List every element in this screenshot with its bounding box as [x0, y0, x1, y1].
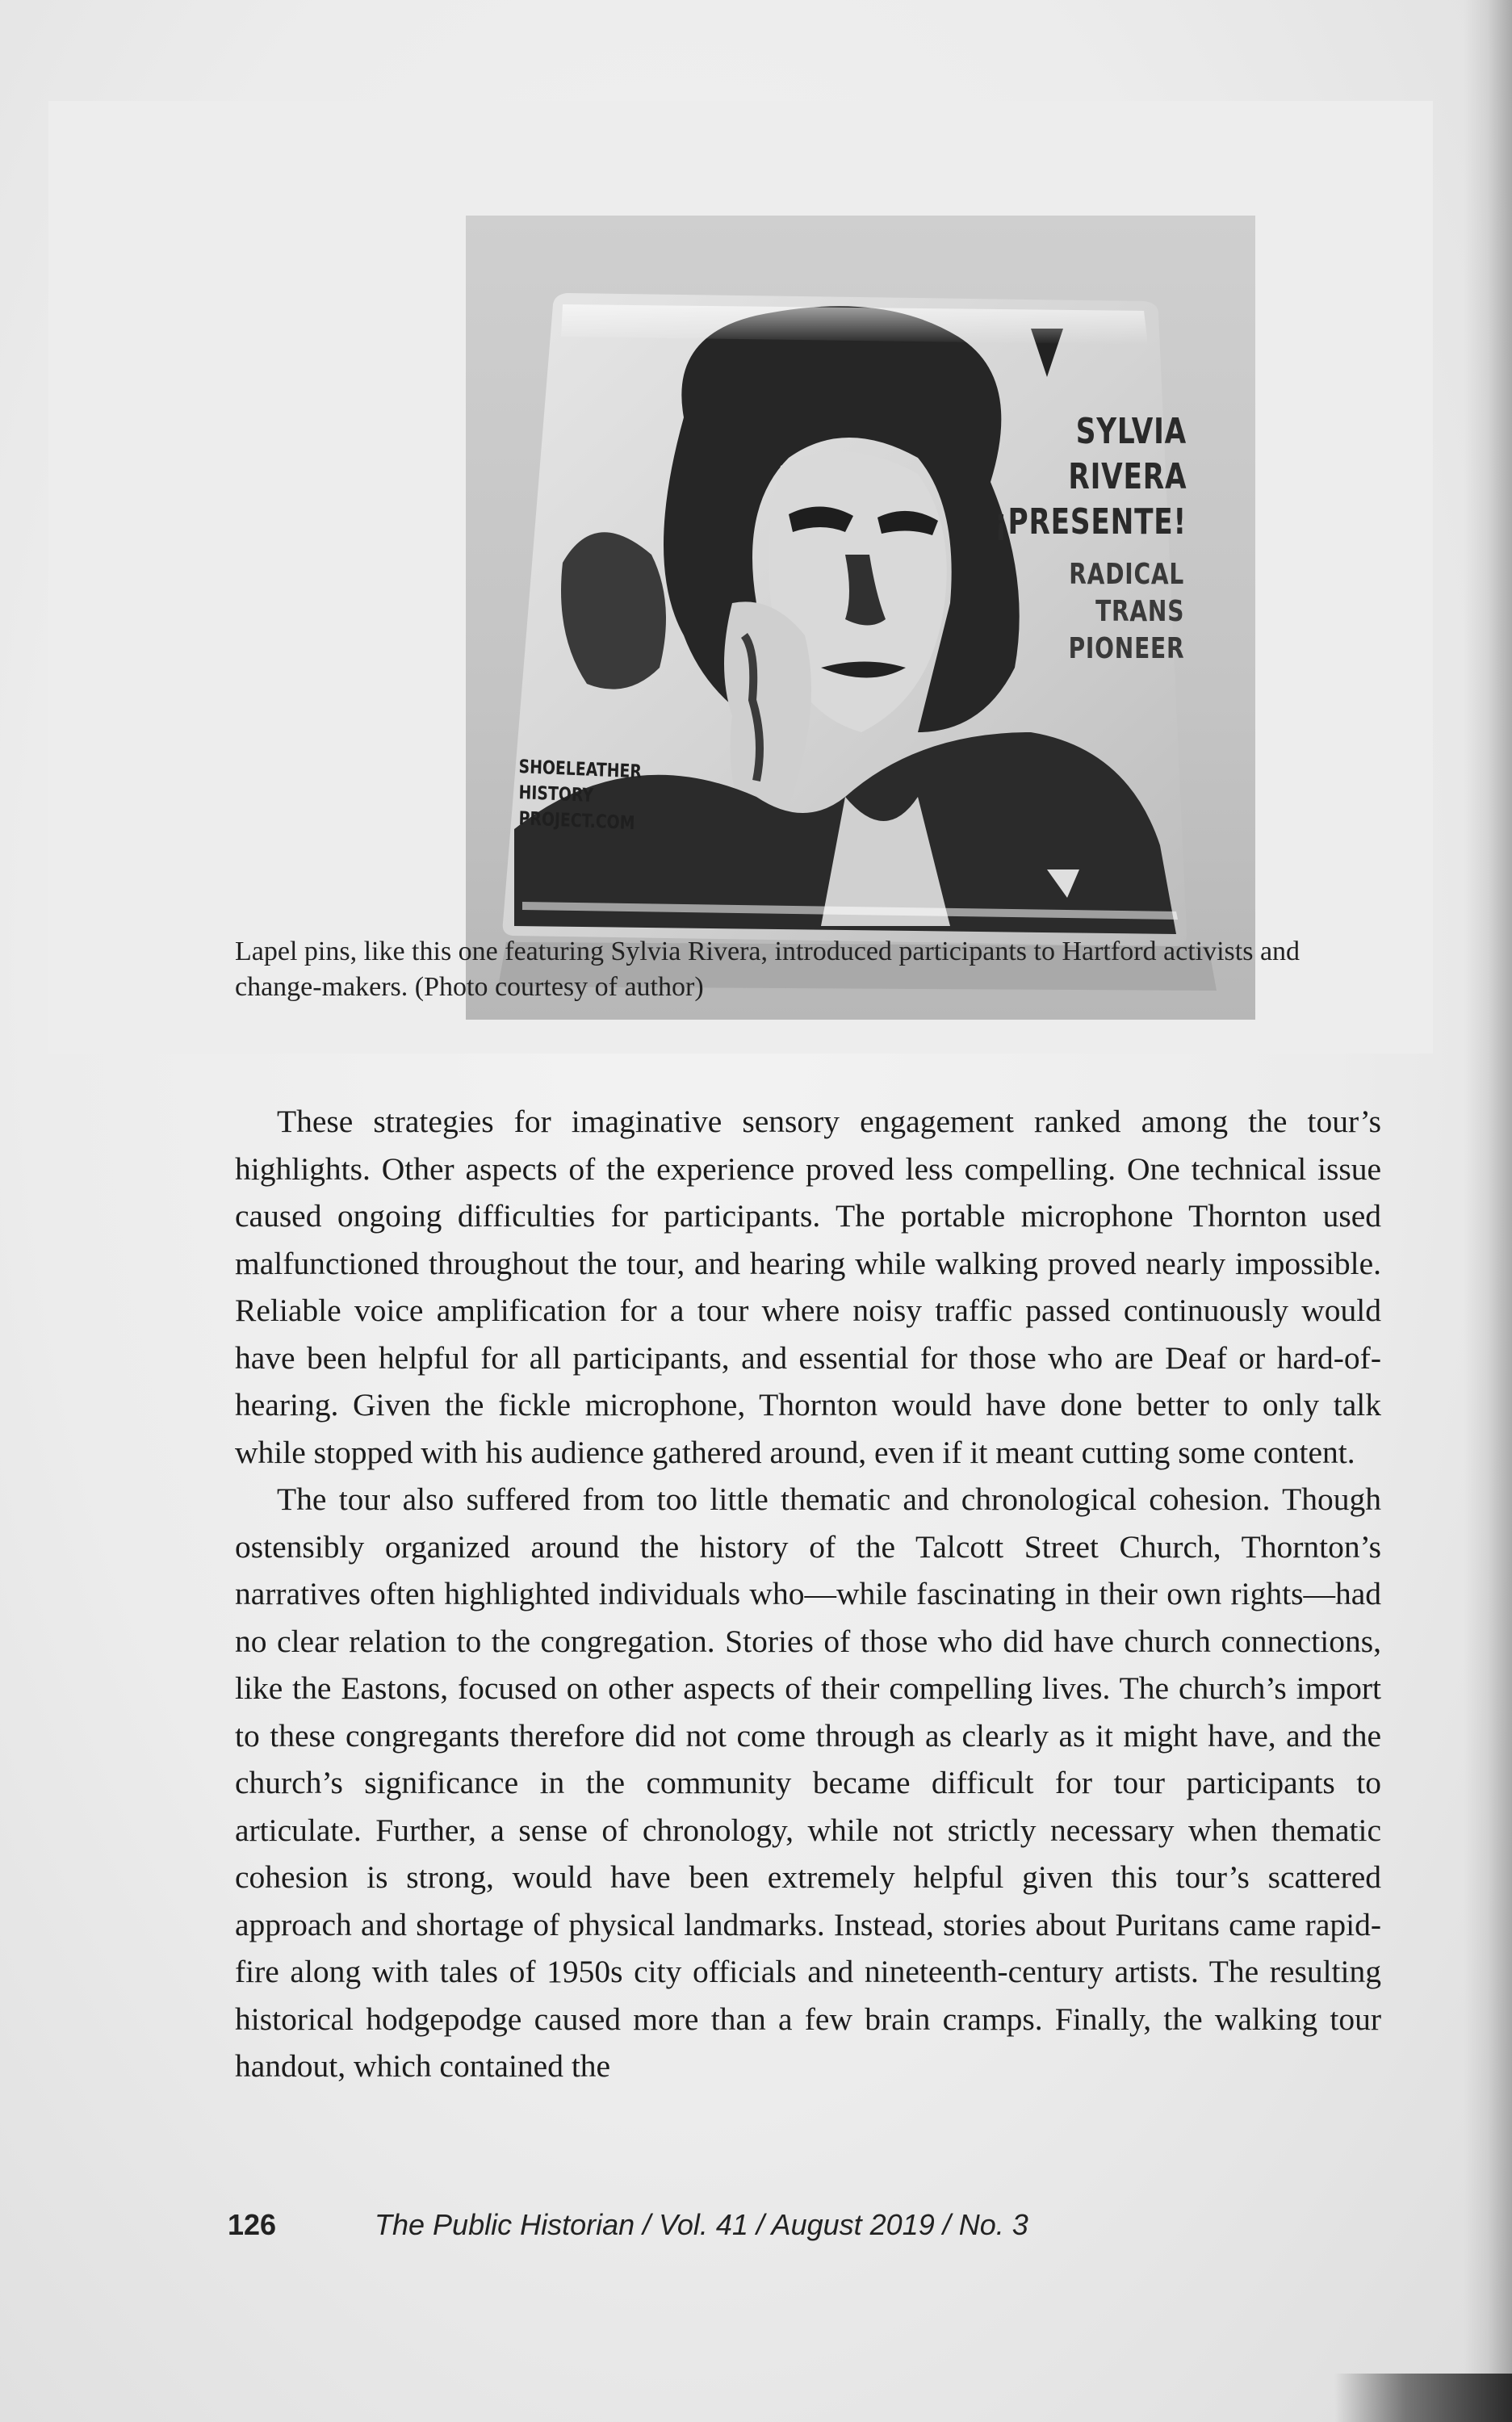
pin-name-line-3: ¡PRESENTE!: [995, 501, 1187, 543]
spine-shadow: [1464, 0, 1512, 2422]
pin-name-line-2: RIVERA: [1068, 456, 1187, 497]
pin-url-line-3: PROJECT.COM: [518, 807, 635, 835]
pin-name-line-1: SYLVIA: [1075, 411, 1187, 452]
page-number: 126: [228, 2208, 277, 2241]
paragraph: These strategies for imaginative sensory engagement ranked among the tour’s highlights. Other aspects of the experience proved less compelling. One technical issue caused ongoing difficulties for participants. The portable microphone Thornton used malfunctioned throughout the tour, and hearing while walking proved nearly impossible. Reliable voice amplification for a tour where noisy traffic passed continuously would have been helpful for all participants, and essential for those who are Deaf or hard-of-hearing. Given the fickle microphone, Thornton would have done better to only talk while stopped with his audience gathered around, even if it meant cutting some content.: [235, 1104, 1381, 1470]
pin-url-line-2: HISTORY: [518, 781, 594, 807]
figure-caption: Lapel pins, like this one featuring Sylvia Rivera, introduced participants to Hartford activists and change-makers. (Photo courtesy of author): [235, 937, 1300, 1002]
journal-citation: The Public Historian / Vol. 41 / August 2019 / No. 3: [375, 2208, 1028, 2241]
pin-url-line-1: SHOELEATHER: [518, 756, 643, 783]
pin-tagline-line-3: PIONEER: [1068, 632, 1184, 665]
figure-photo: [466, 216, 1255, 1020]
figure-block: [48, 101, 1433, 1054]
page-footer: [228, 2208, 1028, 2248]
page-corner-shadow: [1334, 2374, 1512, 2422]
paragraph: The tour also suffered from too little thematic and chronological cohesion. Though ostensibly organized around the history of the Talcott Street Church, Thornton’s narratives often highlighted individuals who—while fascinating in their own rights—had no clear relation to the congregation. Stories of those who did have church connections, like the Eastons, focused on other aspects of their compelling lives. The church’s import to these congregants therefore did not come through as clearly as it might have, and the church’s significance in the community became difficult for tour participants to articulate. Further, a sense of chronology, while not strictly necessary when thematic cohesion is strong, would have been extremely helpful given this tour’s scattered approach and shortage of physical landmarks. Instead, stories about Puritans came rapid-fire along with tales of 1950s city officials and nineteenth-century artists. The resulting historical hodgepodge caused more than a few brain cramps. Finally, the walking tour handout, which contained the: [235, 1481, 1381, 2084]
article-body: [235, 1098, 1381, 2090]
pin-tagline-line-2: TRANS: [1095, 595, 1184, 628]
pin-tagline-line-1: RADICAL: [1069, 558, 1184, 591]
